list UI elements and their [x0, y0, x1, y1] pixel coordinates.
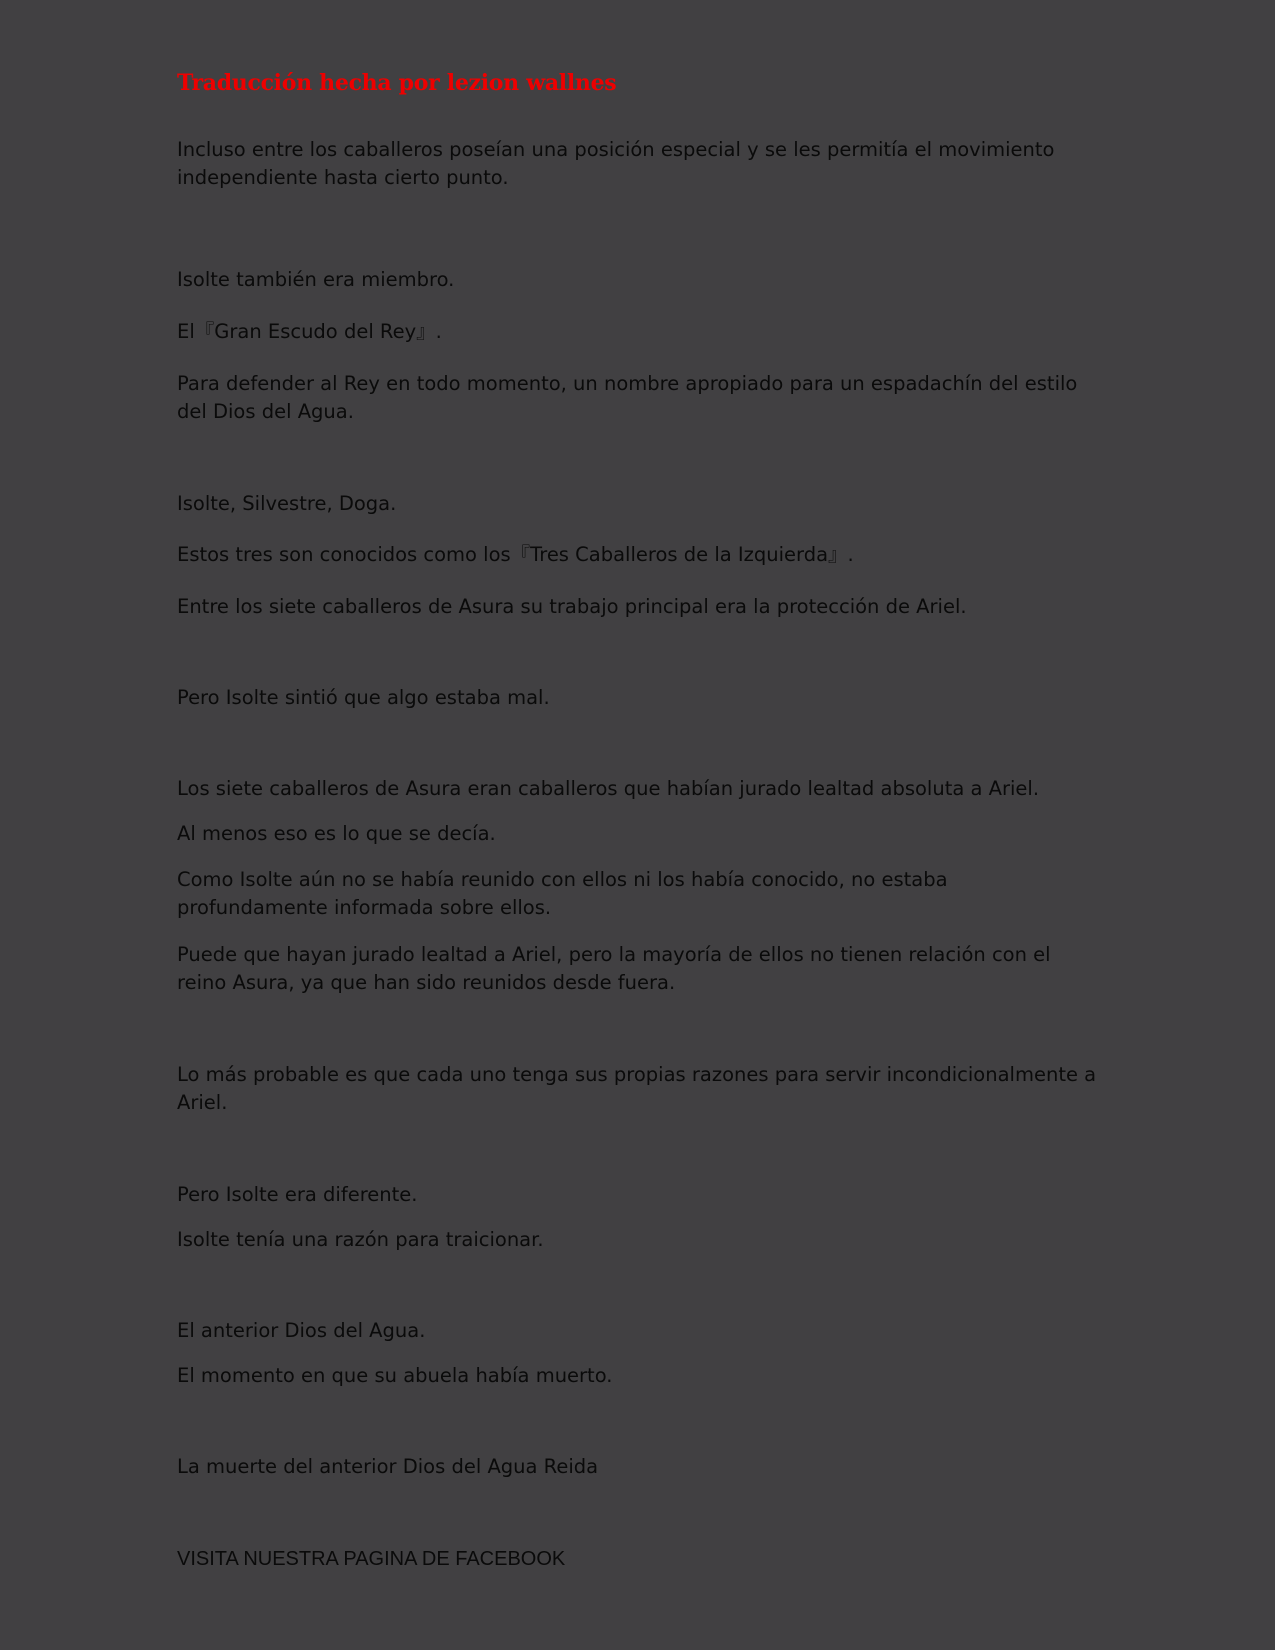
- paragraph: El momento en que su abuela había muerto.: [177, 1364, 613, 1387]
- paragraph: Isolte, Silvestre, Doga.: [177, 492, 397, 515]
- paragraph: Los siete caballeros de Asura eran caballeros que habían jurado lealtad absoluta a Ariel.: [177, 777, 1040, 800]
- paragraph: Incluso entre los caballeros poseían una posición especial y se les permitía el movimiento independiente hasta cierto punto.: [177, 138, 1055, 189]
- paragraph: El『Gran Escudo del Rey』.: [177, 320, 442, 343]
- facebook-page-footer: VISITA NUESTRA PAGINA DE FACEBOOK: [177, 1548, 566, 1570]
- paragraph: El anterior Dios del Agua.: [177, 1319, 426, 1342]
- paragraph: Pero Isolte era diferente.: [177, 1183, 418, 1206]
- paragraph: Entre los siete caballeros de Asura su trabajo principal era la protección de Ariel.: [177, 595, 967, 618]
- paragraph: Al menos eso es lo que se decía.: [177, 822, 496, 845]
- paragraph: Para defender al Rey en todo momento, un nombre apropiado para un espadachín del estilo del Dios del Agua.: [177, 372, 1078, 423]
- paragraph: Lo más probable es que cada uno tenga sus propias razones para servir incondicionalmente a Ariel.: [177, 1063, 1097, 1114]
- paragraph: La muerte del anterior Dios del Agua Reida: [177, 1455, 599, 1478]
- paragraph: Isolte también era miembro.: [177, 268, 455, 291]
- translator-credit-header: Traducción hecha por lezion wallnes: [177, 70, 617, 96]
- paragraph: Puede que hayan jurado lealtad a Ariel, pero la mayoría de ellos no tienen relación con el reino Asura, ya que han sido reunidos desde fuera.: [177, 943, 1051, 994]
- paragraph: Como Isolte aún no se había reunido con ellos ni los había conocido, no estaba profundamente informada sobre ellos.: [177, 868, 948, 919]
- paragraph: Estos tres son conocidos como los『Tres Caballeros de la Izquierda』.: [177, 543, 854, 566]
- paragraph: Isolte tenía una razón para traicionar.: [177, 1228, 544, 1251]
- paragraph: Pero Isolte sintió que algo estaba mal.: [177, 686, 550, 709]
